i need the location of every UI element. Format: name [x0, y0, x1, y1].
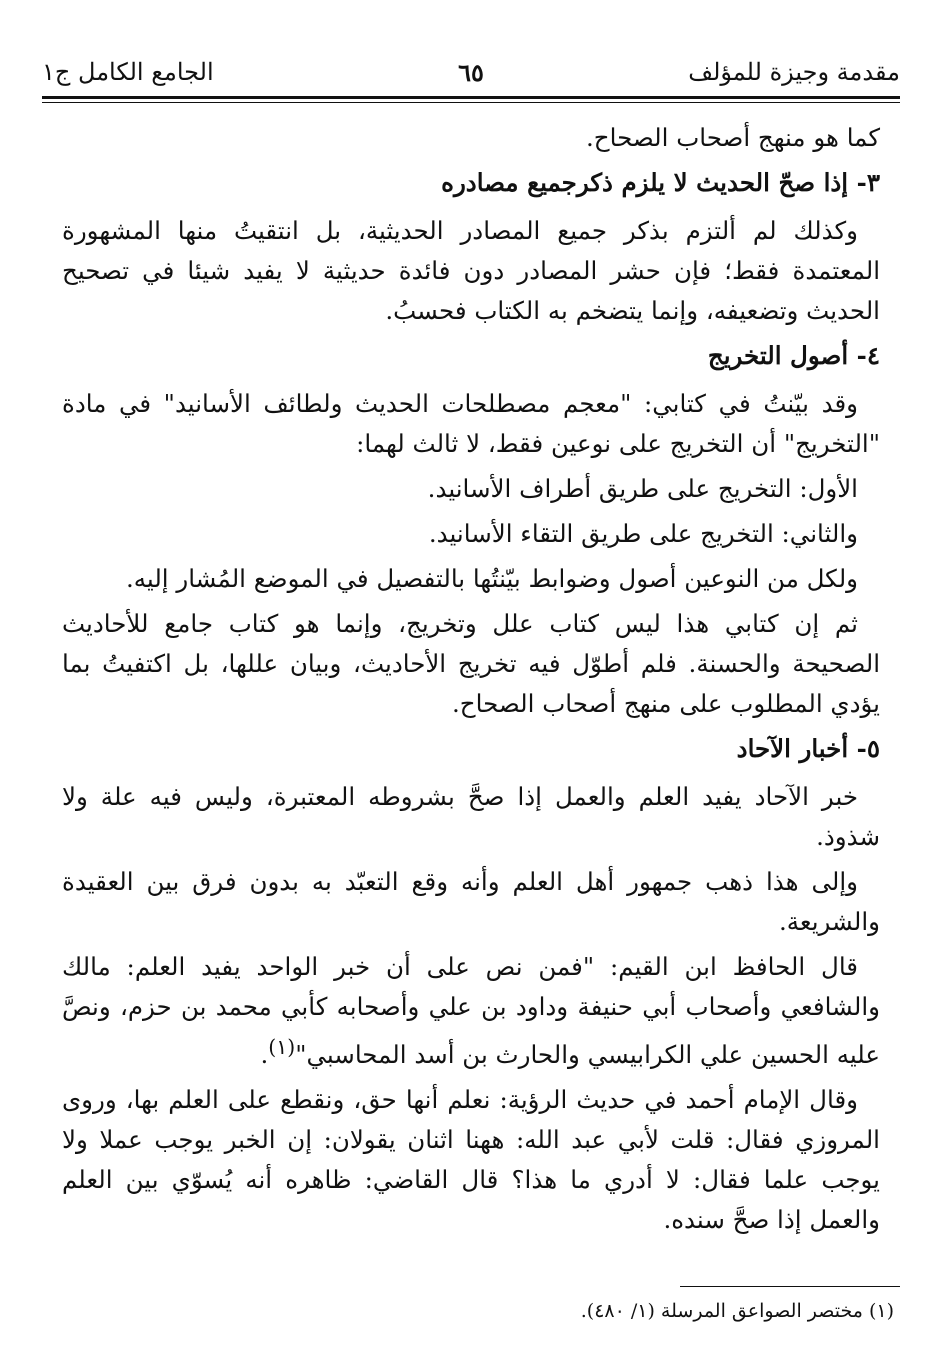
main-text: [62, 118, 880, 1245]
book-title: الجامع الكامل ج١: [42, 58, 214, 86]
footnote-rule: [680, 1286, 900, 1287]
paragraph: الأول: التخريج على طريق أطراف الأسانيد.: [427, 474, 858, 503]
paragraph: وقال الإمام أحمد في حديث الرؤية: نعلم أنها حق، ونقطع على العلم بها، وروى المروزي فقال: قلت لأبي عبد الله: ههنا اثنان يقولان: إن الخبر يوجب عملا ولا يوجب علما فقال: لا أدري ما هذا؟ قال القاضي: ظاهره أنه يُسوّي بين العلم والعمل إذا صحَّ سنده.: [62, 1085, 880, 1235]
paragraph: ثم إن كتابي هذا ليس كتاب علل وتخريج، وإنما هو كتاب جامع للأحاديث الصحيحة والحسنة. فلم أطوّل فيه تخريج الأحاديث، وبيان عللها، بل اكتفيتُ بما يؤدي المطلوب على منهج أصحاب الصحاح.: [62, 609, 880, 718]
paragraph: ولكل من النوعين أصول وضوابط بيّنتُها بالتفصيل في الموضع المُشار إليه.: [126, 564, 858, 593]
paragraph: والثاني: التخريج على طريق التقاء الأسانيد.: [428, 519, 858, 548]
paragraph: وإلى هذا ذهب جمهور أهل العلم وأنه وقع التعبّد به بدون فرق بين العقيدة والشريعة.: [62, 867, 880, 936]
sentence-end: .: [260, 1040, 269, 1070]
footnote: (١) مختصر الصواعق المرسلة (١/ ٤٨٠).: [580, 1300, 894, 1322]
quote-text: قال الحافظ ابن القيم: "فمن نص على أن خبر الواحد يفيد العلم: مالك والشافعي وأصحاب أبي حنيفة وداود بن علي وأصحابه كأبي محمد بن حزم، ونصَّ عليه الحسين علي الكرابيسي والحارث بن أسد المحاسبي": [62, 952, 880, 1070]
paragraph: وقد بيّنتُ في كتابي: "معجم مصطلحات الحديث ولطائف الأسانيد" في مادة "التخريج" أن التخريج على نوعين فقط، لا ثالث لهما:: [62, 389, 880, 458]
chapter-title: مقدمة وجيزة للمؤلف: [688, 58, 900, 86]
section-heading: ٥- أخبار الآحاد: [736, 734, 880, 763]
paragraph: كما هو منهج أصحاب الصحاح.: [586, 123, 880, 152]
footnote-ref[interactable]: (١): [268, 1035, 296, 1059]
section-heading: ٣- إذا صحّ الحديث لا يلزم ذكرجميع مصادره: [441, 168, 880, 197]
header-rule-thick: [42, 96, 900, 99]
page-number: ٦٥: [458, 58, 484, 87]
header-rule-thin: [42, 102, 900, 103]
paragraph: وكذلك لم ألتزم بذكر جميع المصادر الحديثية، بل انتقيتُ منها المشهورة المعتمدة فقط؛ فإن حشر المصادر دون فائدة حديثية لا يفيد شيئا في تصحيح الحديث وتضعيفه، وإنما يتضخم به الكتاب فحسبُ.: [62, 216, 880, 325]
running-header: [42, 44, 900, 94]
paragraph: [62, 947, 880, 1075]
paragraph: خبر الآحاد يفيد العلم والعمل إذا صحَّ بشروطه المعتبرة، وليس فيه علة ولا شذوذ.: [62, 782, 880, 851]
section-heading: ٤- أصول التخريج: [707, 341, 880, 370]
